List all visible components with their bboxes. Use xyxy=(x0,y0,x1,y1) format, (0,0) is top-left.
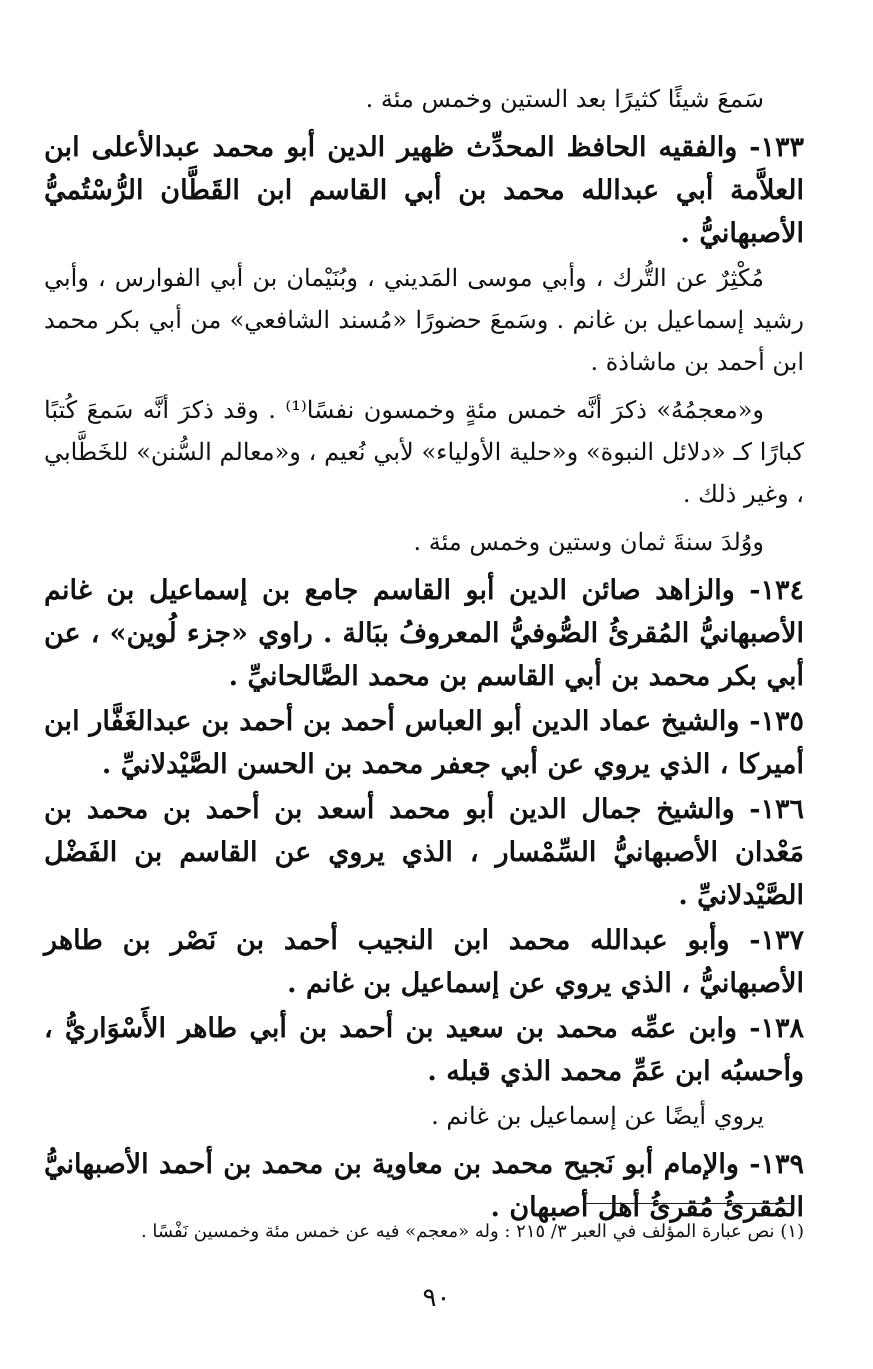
paragraph-133-details: مُكْثِرٌ عن التُّرك ، وأبي موسى المَديني ، وبُنَيْمان بن أبي الفوارس ، وأبي رشيد إسماعيل بن غانم . وسَمعَ حضورًا «مُسند الشافعي» من أبي بكر محمد ابن أحمد بن ماشاذة . xyxy=(44,264,804,376)
footnote: (١) نص عبارة المؤلف في العبر ٣/ ٢١٥ : وله «معجم» فيه عن خمس مئة وخمسين نَفْسًا . xyxy=(140,1221,804,1242)
entry-133: ١٣٣- والفقيه الحافظ المحدِّث ظهير الدين أبو محمد عبدالأعلى ابن العلاَّمة أبي عبدالله محمد بن أبي القاسم ابن القَطَّان الرُّسْتُميُّ الأصبهانيُّ . xyxy=(44,132,804,249)
entry-137: ١٣٧- وأبو عبدالله محمد ابن النجيب أحمد بن نَصْر بن طاهر الأصبهانيُّ ، الذي يروي عن إسماعيل بن غانم . xyxy=(44,925,804,999)
entry-136: ١٣٦- والشيخ جمال الدين أبو محمد أسعد بن أحمد بن محمد بن مَعْدان الأصبهانيُّ السِّمْسار ، الذي يروي عن القاسم بن الفَضْل الصَّيْدلانيِّ . xyxy=(44,794,804,911)
paragraph-133-mujam: و«معجمُهُ» ذكرَ أنَّه خمس مئةٍ وخمسون نفسًا⁽¹⁾ . وقد ذكرَ أنَّه سَمعَ كُتبًا كبارًا كـ «دلائل النبوة» و«حلية الأولياء» لأبي نُعيم ، و«معالم السُّنن» للخَطَّابي ، وغير ذلك . xyxy=(44,396,804,508)
paragraph-138-note: يروي أيضًا عن إسماعيل بن غانم . xyxy=(431,1102,764,1130)
paragraph-continuation: سَمعَ شيئًا كثيرًا بعد الستين وخمس مئة . xyxy=(365,85,764,113)
entry-135: ١٣٥- والشيخ عماد الدين أبو العباس أحمد بن أحمد بن عبدالغَفَّار ابن أميركا ، الذي يروي عن أبي جعفر محمد بن الحسن الصَّيْدلانيِّ . xyxy=(44,706,804,780)
paragraph-133-birth: ووُلدَ سنةَ ثمان وستين وخمس مئة . xyxy=(413,528,764,556)
page-body xyxy=(44,78,804,1231)
entry-139: ١٣٩- والإمام أبو نَجيح محمد بن معاوية بن محمد بن أحمد الأصبهانيُّ المُقرئُ مُقرئُ أهل أصبهان . xyxy=(44,1149,804,1223)
footnote-divider xyxy=(583,1203,793,1204)
entry-138: ١٣٨- وابن عمِّه محمد بن سعيد بن أحمد بن أبي طاهر الأَسْوَاريُّ ، وأحسبُه ابن عَمِّ محمد الذي قبله . xyxy=(44,1013,804,1087)
entry-134: ١٣٤- والزاهد صائن الدين أبو القاسم جامع بن إسماعيل بن غانم الأصبهانيُّ المُقرئُ الصُّوفيُّ المعروفُ ببَالة . راوي «جزء لُوين» ، عن أبي بكر محمد بن أبي القاسم بن محمد الصَّالحانيِّ . xyxy=(44,575,804,692)
page-number: ٩٠ xyxy=(422,1283,451,1313)
